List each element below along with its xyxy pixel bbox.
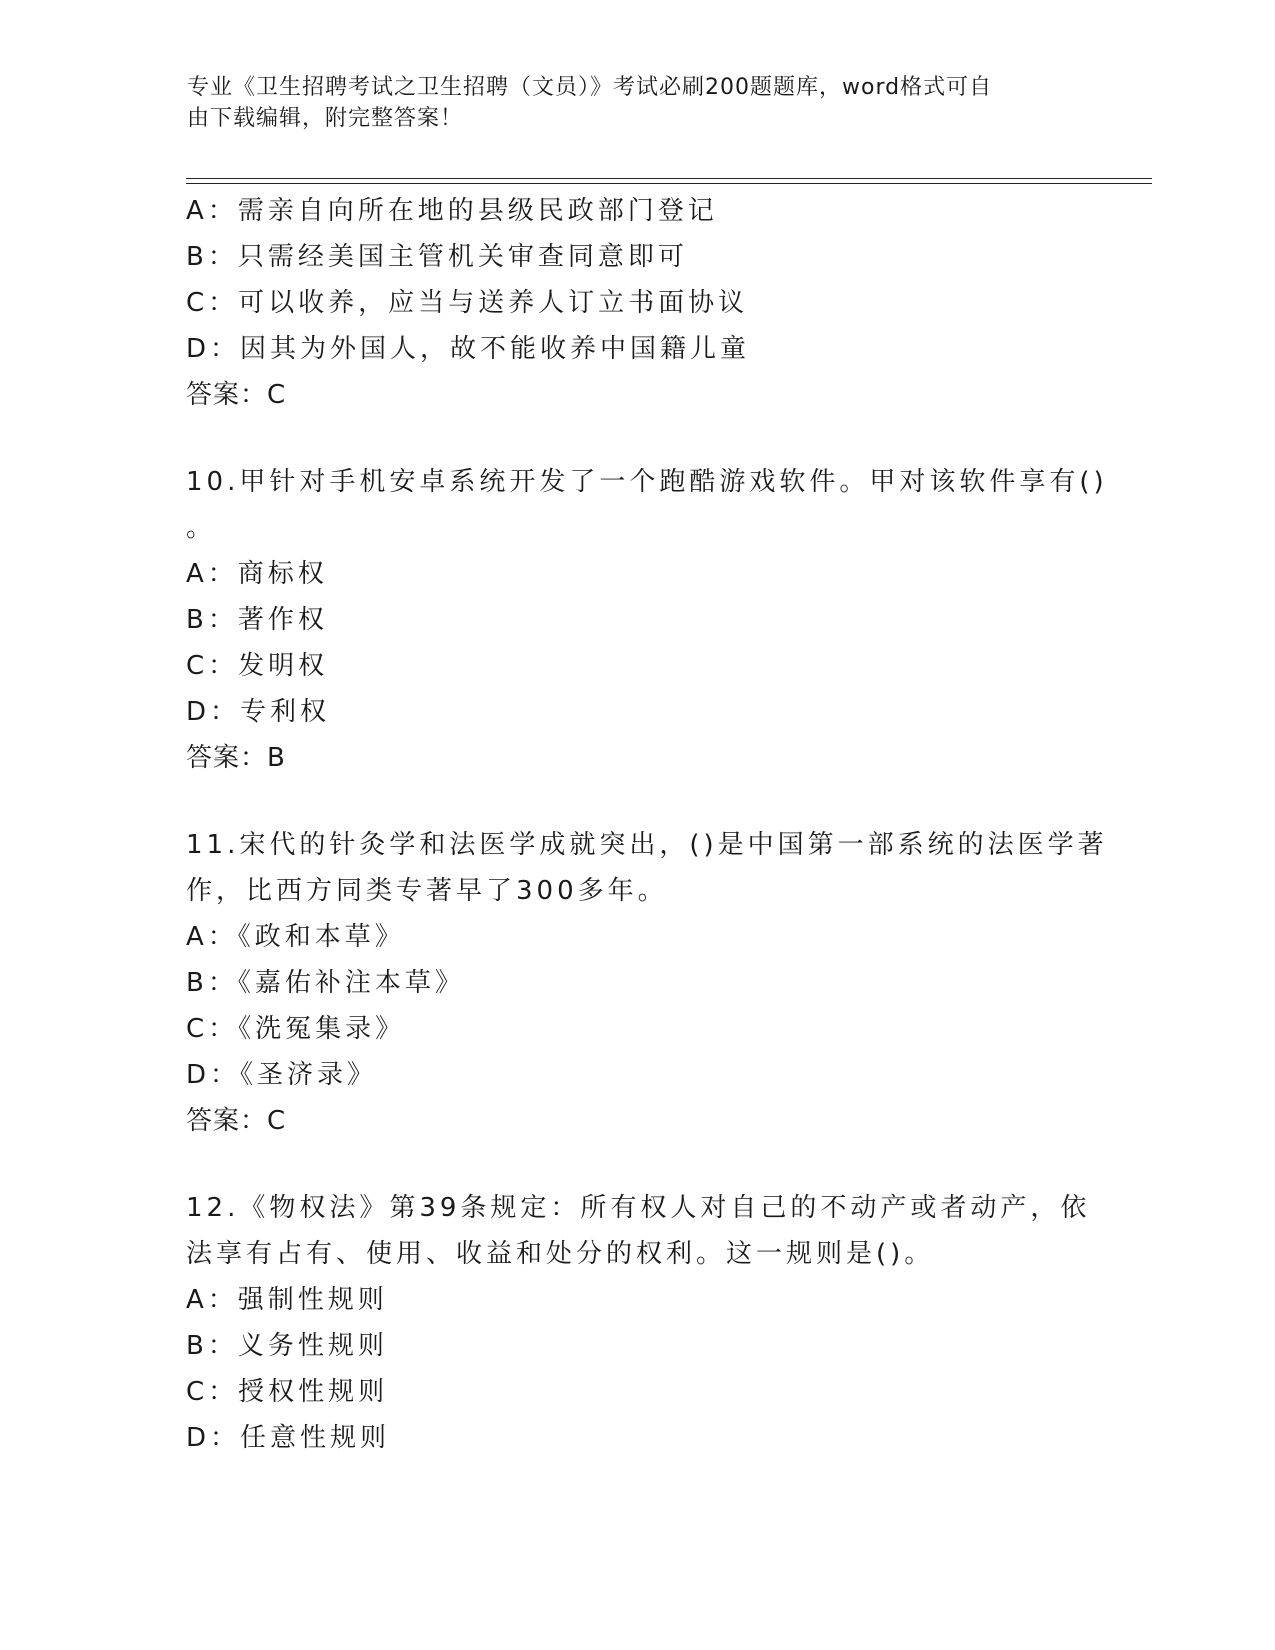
question-block-10	[186, 459, 1108, 781]
option-d: D：《圣济录》	[186, 1060, 378, 1090]
option-a: A：强制性规则	[186, 1285, 388, 1315]
option-b: B：著作权	[186, 605, 328, 635]
question-stem-line-1: 10.甲针对手机安卓系统开发了一个跑酷游戏软件。甲对该软件享有()	[186, 467, 1108, 497]
question-spacer	[186, 1144, 1086, 1185]
question-spacer	[186, 781, 1086, 822]
header-line-2: 由下载编辑，附完整答案！	[187, 106, 464, 131]
option-b: B：义务性规则	[186, 1331, 388, 1361]
header-divider-bottom	[186, 183, 1152, 184]
document-header	[187, 72, 1067, 134]
option-d: D：因其为外国人，故不能收养中国籍儿童	[186, 334, 751, 364]
question-stem-line-1: 11.宋代的针灸学和法医学成就突出，()是中国第一部系统的法医学著	[186, 830, 1108, 860]
answer-line: 答案：C	[186, 1106, 287, 1136]
answer-line: 答案：C	[186, 380, 287, 410]
header-divider-top	[186, 178, 1152, 179]
header-line-1: 专业《卫生招聘考试之卫生招聘（文员）》考试必刷200题题库，word格式可自	[187, 75, 993, 100]
question-spacer	[186, 418, 1086, 459]
option-d: D：专利权	[186, 697, 331, 727]
option-c: C：发明权	[186, 651, 329, 681]
question-stem-line-2: 法享有占有、使用、收益和处分的权利。这一规则是()。	[186, 1239, 935, 1269]
option-d: D：任意性规则	[186, 1423, 391, 1453]
option-b: B：《嘉佑补注本草》	[186, 968, 465, 998]
option-c: C：授权性规则	[186, 1377, 389, 1407]
option-a: A：需亲自向所在地的县级民政部门登记	[186, 196, 718, 226]
question-stem-line-2: 。	[186, 513, 217, 543]
question-stem-line-2: 作，比西方同类专著早了300多年。	[186, 876, 668, 906]
option-b: B：只需经美国主管机关审查同意即可	[186, 242, 688, 272]
question-stem-line-1: 12.《物权法》第39条规定：所有权人对自己的不动产或者动产，依	[186, 1193, 1091, 1223]
option-c: C：《洗冤集录》	[186, 1014, 406, 1044]
option-c: C：可以收养，应当与送养人订立书面协议	[186, 288, 749, 318]
option-a: A：商标权	[186, 559, 328, 589]
question-block-12	[186, 1185, 1091, 1461]
question-block-9	[186, 188, 1086, 418]
question-block-11	[186, 822, 1108, 1144]
answer-line: 答案：B	[186, 743, 286, 773]
question-list	[186, 188, 1108, 1461]
option-a: A：《政和本草》	[186, 922, 405, 952]
